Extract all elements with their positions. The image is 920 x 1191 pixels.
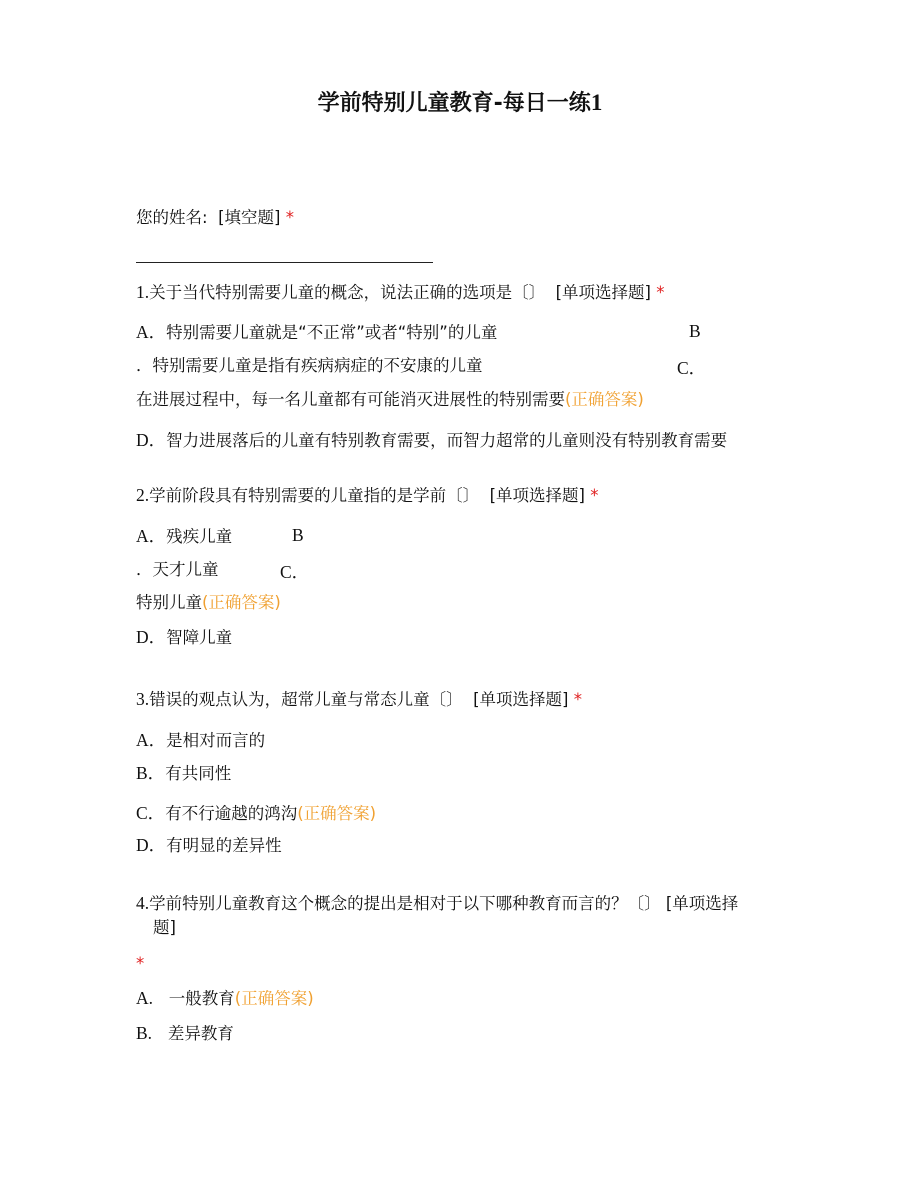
option-c[interactable] — [136, 592, 281, 614]
option-text: 残疾儿童 — [166, 527, 233, 546]
option-c-prefix: C． — [677, 358, 707, 378]
required-star: * — [590, 486, 599, 505]
option-b[interactable] — [136, 1022, 234, 1045]
option-text: 差异教育 — [167, 1024, 234, 1043]
question-number: 3. — [136, 689, 150, 709]
option-prefix: D． — [136, 627, 167, 647]
option-text: ．特别需要儿童是指有疾病病症的不安康的儿童 — [136, 356, 483, 375]
option-d[interactable] — [136, 429, 727, 452]
question-type: [单项选择题] — [555, 283, 651, 302]
question-2-title — [136, 484, 599, 507]
option-a[interactable] — [136, 987, 314, 1010]
name-label: 您的姓名: — [136, 208, 208, 227]
option-b[interactable] — [136, 559, 219, 581]
option-text: 在进展过程中，每一名儿童都有可能消灭进展性的特别需要 — [136, 390, 565, 409]
option-text: 特别儿童 — [136, 593, 202, 612]
option-a[interactable] — [136, 729, 265, 752]
option-b-prefix: B — [292, 525, 304, 545]
question-text: 学前阶段具有特别需要的儿童指的是学前〔〕 — [149, 486, 480, 505]
question-number: 2. — [136, 485, 150, 505]
page-title — [0, 86, 920, 117]
option-d[interactable] — [136, 626, 232, 649]
question-text: 学前特别儿童教育这个概念的提出是相对于以下哪种教育而言的？〔〕 [单项选择 — [149, 894, 739, 913]
option-c-prefix: C． — [280, 562, 310, 582]
question-text: 错误的观点认为，超常儿童与常态儿童〔〕 — [149, 690, 463, 709]
correct-answer-tag: (正确答案) — [234, 989, 314, 1008]
required-star: * — [656, 283, 665, 302]
option-prefix: C． — [136, 803, 166, 823]
required-star: * — [573, 690, 582, 709]
option-prefix: B. — [136, 1023, 153, 1043]
option-b-prefix: B — [689, 321, 701, 341]
title-number: 1 — [590, 90, 603, 115]
correct-answer-tag: (正确答案) — [202, 593, 281, 612]
option-a[interactable] — [136, 321, 497, 344]
option-prefix: B． — [136, 763, 166, 783]
question-1-title — [136, 281, 665, 304]
correct-answer-tag: (正确答案) — [565, 390, 644, 409]
option-b[interactable] — [136, 355, 483, 377]
question-type: [单项选择题] — [473, 690, 569, 709]
option-prefix: A． — [136, 322, 167, 342]
option-text: 有明显的差异性 — [166, 836, 282, 855]
title-text: 学前特别儿童教育-每日一练 — [317, 91, 591, 116]
question-number: 4. — [136, 893, 150, 913]
option-text: 智力进展落后的儿童有特别教育需要，而智力超常的儿童则没有特别教育需要 — [166, 431, 728, 450]
name-input[interactable] — [136, 262, 433, 263]
required-star: * — [285, 208, 294, 227]
question-4-title — [136, 892, 738, 915]
option-prefix: A． — [136, 730, 167, 750]
option-text: 是相对而言的 — [166, 731, 266, 750]
option-text: 智障儿童 — [166, 628, 233, 647]
name-field-label — [136, 207, 294, 229]
question-number: 1. — [136, 282, 150, 302]
option-prefix: D． — [136, 430, 167, 450]
question-type: [填空题] — [218, 208, 281, 227]
question-type: [单项选择题] — [489, 486, 585, 505]
option-d[interactable] — [136, 834, 282, 857]
option-prefix: D． — [136, 835, 167, 855]
question-3-title — [136, 688, 582, 711]
option-text: 有共同性 — [165, 764, 232, 783]
option-text: 特别需要儿童就是“不正常”或者“特别”的儿童 — [166, 323, 498, 342]
option-text: 有不行逾越的鸿沟 — [165, 804, 298, 823]
option-text: ．天才儿童 — [136, 560, 219, 579]
option-a[interactable] — [136, 525, 232, 548]
option-b[interactable] — [136, 762, 231, 785]
question-text: 关于当代特别需要儿童的概念，说法正确的选项是〔〕 — [149, 283, 546, 302]
correct-answer-tag: (正确答案) — [297, 804, 377, 823]
option-prefix: A． — [136, 526, 167, 546]
option-c[interactable] — [136, 389, 644, 411]
option-prefix: A. — [136, 988, 154, 1008]
question-4-title-wrap: 题] — [153, 918, 176, 937]
option-c[interactable] — [136, 802, 376, 825]
required-star: * — [136, 954, 145, 973]
option-text: 一般教育 — [168, 989, 235, 1008]
